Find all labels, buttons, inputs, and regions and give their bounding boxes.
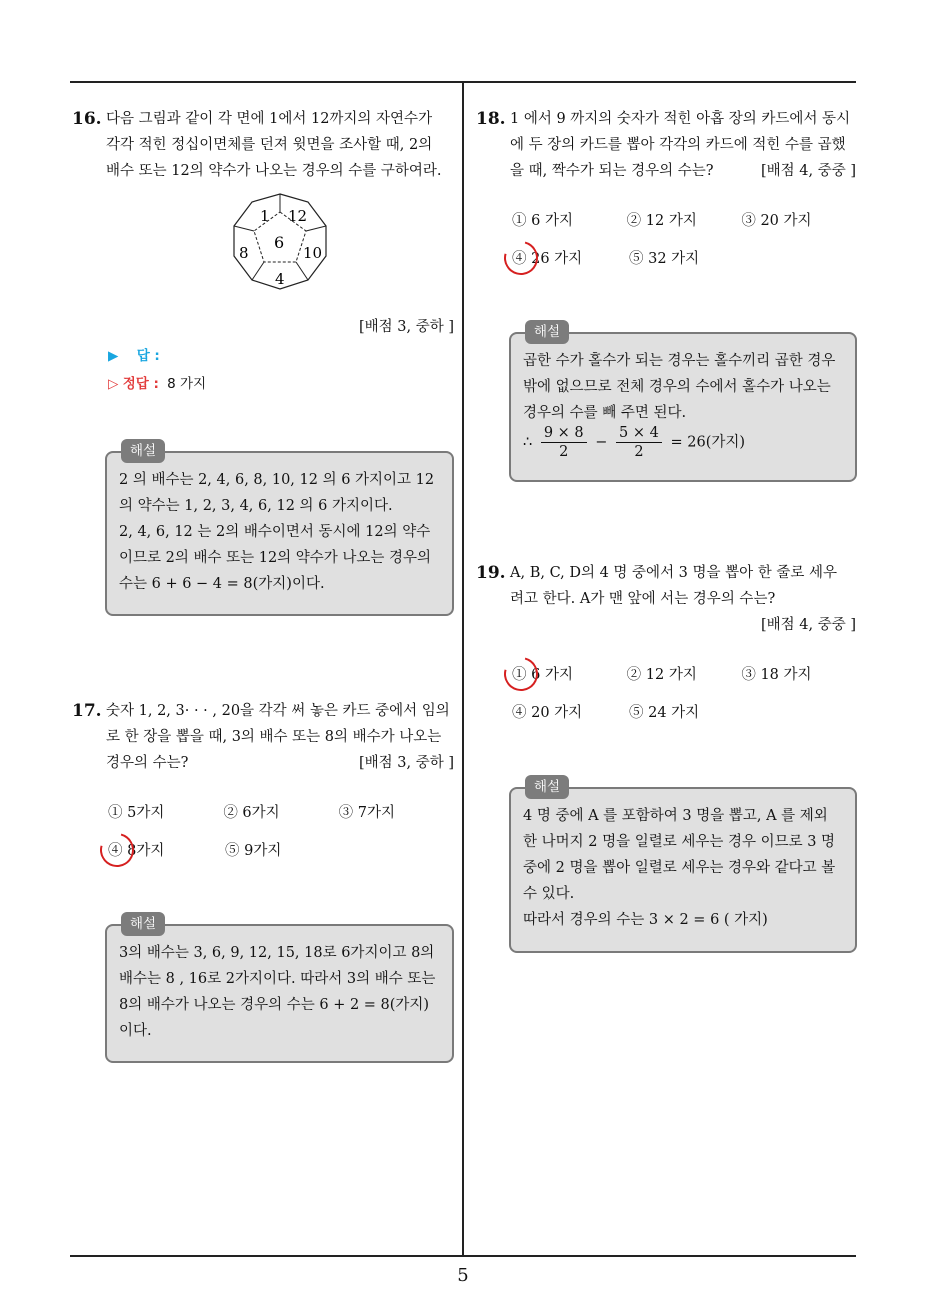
face-label: 1 [260,207,270,225]
question-number: 16. [72,109,102,129]
correct-value: 8 가지 [167,376,207,392]
choice-5[interactable]: ⑤ 32 가지 [629,250,700,267]
choices [512,654,856,730]
question-text: A, B, C, D의 4 명 중에서 3 명을 뽑아 한 줄로 세우 려고 한다. A가 맨 앞에 서는 경우의 수는? [510,565,838,607]
score-meta-19: [배점 4, 중중 ] [760,617,856,633]
bottom-rule [70,1255,856,1257]
solution-tag: 해설 [525,775,569,799]
score-meta-17: [배점 3, 중하 ] [358,755,454,771]
question-text: 다음 그림과 같이 각 면에 1에서 12까지의 자연수가 각각 적힌 정십이면체를 던져 윗면을 조사할 때, 2의 배수 또는 12의 약수가 나오는 경우의 수를 구하여라. [106,111,442,179]
triangle-outline-icon: ▷ [108,376,119,392]
question-19 [476,560,856,730]
choice-5[interactable]: ⑤ 9가지 [225,842,282,859]
marked-circle-icon [498,650,544,696]
choice-2[interactable]: ② 6가지 [223,804,280,821]
choice-1[interactable]: ① 6 가지 [512,212,573,229]
choice-3[interactable]: ③ 20 가지 [741,212,812,229]
correct-answer-line [108,370,206,398]
face-label: 6 [274,233,285,252]
question-16 [72,106,454,184]
solution-tag: 해설 [121,439,165,463]
choice-5[interactable]: ⑤ 24 가지 [629,704,700,721]
solution-box-18: 해설 곱한 수가 홀수가 되는 경우는 홀수끼리 곱한 경우 밖에 없으므로 전체 경우의 수에서 홀수가 나오는 경우의 수를 빼 주면 된다. ∴ $\frac{9 \times 8}{2}$ − $\frac{5 \times 4}{2}$ = 26(가지) [509,332,857,482]
choices [512,200,856,276]
question-text: 숫자 1, 2, 3· · · , 20을 각각 써 놓은 카드 중에서 임의 로 한 장을 뽑을 때, 3의 배수 또는 8의 배수가 나오는 경우의 수는? [배점 3, 중하 ] [106,698,454,776]
question-number: 19. [476,563,506,583]
question-text: 1 에서 9 까지의 숫자가 적힌 아홉 장의 카드에서 동시 에 두 장의 카드를 뽑아 각각의 카드에 적힌 수를 곱했 을 때, 짝수가 되는 경우의 수는? [배점 4, 중중 ] [510,106,856,184]
choice-3[interactable]: ③ 7가지 [338,804,396,821]
choices [108,792,454,868]
question-17 [72,698,454,868]
question-18 [476,106,856,276]
choice-2[interactable]: ② 12 가지 [626,666,697,683]
solution-tag: 해설 [525,320,569,344]
face-label: 8 [239,244,249,262]
column-divider [462,81,464,1256]
choice-4-marked[interactable]: ④ 8가지 [108,839,225,860]
question-number: 17. [72,701,102,721]
choice-3[interactable]: ③ 18 가지 [741,666,812,683]
choice-4-marked[interactable]: ④ 26 가지 [512,247,629,268]
solution-tag: 해설 [121,912,165,936]
answer-label: 답 : [136,348,160,364]
play-icon: ▶ [108,348,119,364]
choice-4[interactable]: ④ 20 가지 [512,704,583,721]
face-label: 12 [288,207,308,225]
solution-box-17: 해설 3의 배수는 3, 6, 9, 12, 15, 18로 6가지이고 8의 배수는 8 , 16로 2가지이다. 따라서 3의 배수 또는 8의 배수가 나오는 경우의 수는 6 + 2 = 8(가지) 이다. [105,924,454,1063]
score-meta-18: [배점 4, 중중 ] [760,163,856,179]
page-number: 5 [457,1265,469,1286]
solution-formula: ∴ $\frac{9 \times 8}{2}$ − $\frac{5 \times 4}{2}$ = 26(가지) [523,425,746,460]
face-label: 10 [303,244,323,262]
marked-circle-icon [94,826,140,872]
dodecahedron-figure [228,190,332,294]
answer-line [108,342,160,370]
face-label: 4 [275,270,285,288]
choice-2[interactable]: ② 12 가지 [626,212,697,229]
score-meta-16: [배점 3, 중하 ] [358,319,454,335]
marked-circle-icon [498,234,544,280]
choice-1[interactable]: ① 5가지 [108,804,165,821]
choice-1-marked[interactable]: ① 6 가지 [512,663,627,684]
solution-box-16: 해설 2 의 배수는 2, 4, 6, 8, 10, 12 의 6 가지이고 12 의 약수는 1, 2, 3, 4, 6, 12 의 6 가지이다. 2, 4, 6, 12 는 2의 배수이면서 동시에 12의 약수 이므로 2의 배수 또는 12의 약수가 나오는 경우의 수는 6 + 6 − 4 = 8(가지)이다. [105,451,454,616]
solution-box-19: 해설 4 명 중에 A 를 포함하여 3 명을 뽑고, A 를 제외 한 나머지 2 명을 일렬로 세우는 경우 이므로 3 명 중에 2 명을 뽑아 일렬로 세우는 경우와 같다고 볼 수 있다. 따라서 경우의 수는 3 × 2 = 6 ( 가지) [509,787,857,953]
question-number: 18. [476,109,506,129]
correct-label: 정답 : [122,376,159,392]
